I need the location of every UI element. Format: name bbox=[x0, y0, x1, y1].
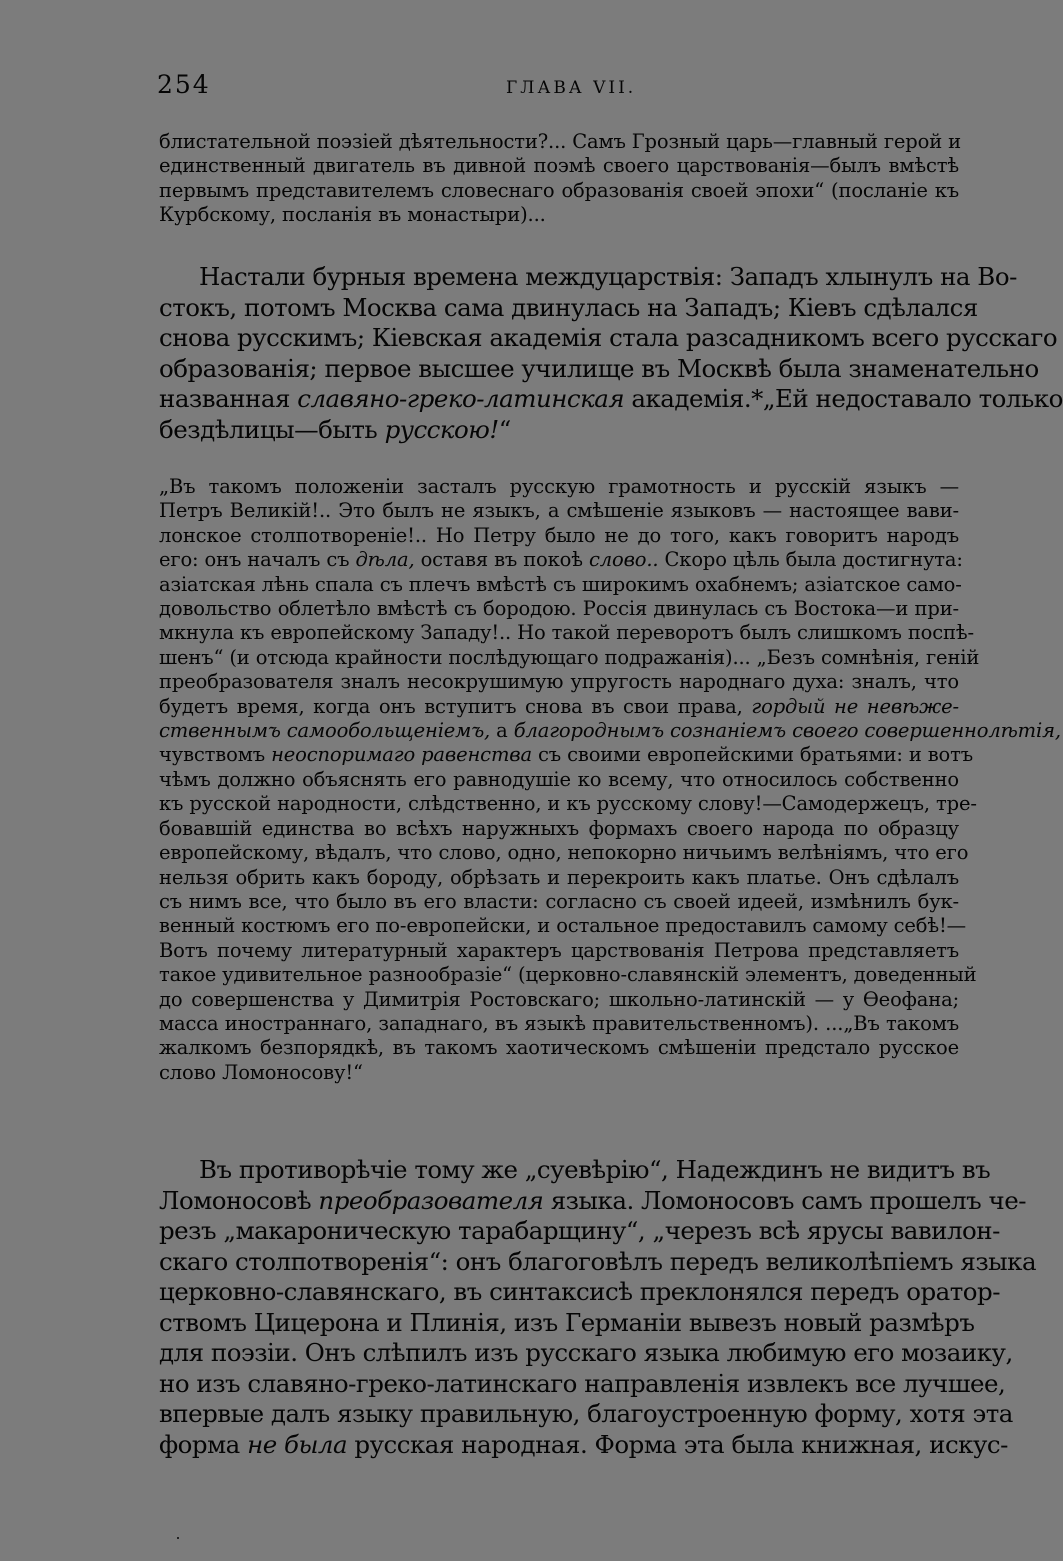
italic-phrase: не была bbox=[247, 1429, 348, 1459]
text-line: первымъ представителемъ словеснаго образованія своей эпохи“ (посланіе къ bbox=[159, 178, 959, 202]
text-segment: а bbox=[496, 719, 508, 743]
text-segment: Ломоносовѣ bbox=[159, 1185, 312, 1215]
text-line: резъ „макароническую тарабарщину“, „черезъ всѣ ярусы вавилон- bbox=[159, 1216, 1000, 1245]
text-line: образованія; первое высшее училище въ Москвѣ была знаменательно bbox=[159, 353, 1039, 383]
text-line: Настали бурныя времена междуцарствія: Западъ хлынулъ на Во- bbox=[199, 262, 1017, 291]
italic-phrase: неоспоримаго равенства bbox=[271, 743, 532, 767]
text-line: къ русской народности, слѣдственно, и къ русскому слову!—Самодержецъ, тре- bbox=[159, 792, 977, 816]
quote-paragraph-2 bbox=[159, 475, 1061, 1085]
text-line: „Въ такомъ положеніи засталъ русскую грамотность и русскій языкъ — bbox=[159, 475, 959, 498]
text-line: съ нимъ все, что было въ его власти: согласно съ своей идеей, измѣнилъ бук- bbox=[159, 889, 959, 913]
text-line: шенъ“ (и отсюда крайности послѣдующаго подражанія)... „Безъ сомнѣнія, геній bbox=[159, 645, 980, 669]
text-line: лонское столпотвореніе!.. Но Петру было не до того, какъ говоритъ народъ bbox=[159, 523, 959, 547]
text-line bbox=[159, 548, 963, 572]
italic-phrase: славяно-греко-латинская bbox=[297, 384, 625, 413]
text-line: скаго столпотворенія“: онъ благоговѣлъ передъ великолѣпіемъ языка bbox=[159, 1246, 1037, 1276]
page-number: 254 bbox=[157, 70, 211, 99]
text-segment: будетъ время, когда онъ вступитъ снова въ свои права, bbox=[159, 694, 743, 718]
text-line: ствомъ Цицерона и Плинія, изъ Германіи вывезъ новый размѣръ bbox=[159, 1307, 975, 1337]
text-line bbox=[159, 384, 1063, 415]
text-line: но изъ славяно-греко-латинскаго направленія извлекъ все лучшее, bbox=[159, 1368, 1006, 1398]
italic-phrase: благороднымъ сознаніемъ своего совершеннолѣтія, bbox=[513, 719, 1061, 743]
text-line: преобразователя зналъ несокрушимую упругость народнаго духа: зналъ, что bbox=[159, 670, 959, 694]
text-segment: бездѣлицы—быть bbox=[159, 414, 378, 444]
text-line: довольство облетѣло вмѣстѣ съ бородою. Россія двинулась съ Востока—и при- bbox=[159, 597, 959, 621]
text-line bbox=[159, 415, 959, 446]
italic-phrase: гордый не невѣже- bbox=[751, 694, 959, 718]
page-header bbox=[157, 70, 957, 106]
text-segment: названная bbox=[159, 384, 290, 413]
text-segment: Скоро цѣль была достигнута: bbox=[664, 548, 963, 572]
text-segment: академія.*„Ей недоставало только bbox=[631, 384, 1063, 413]
text-line: впервые далъ языку правильную, благоустроенную форму, хотя эта bbox=[159, 1399, 1013, 1428]
text-line: Петръ Великій!.. Это былъ не языкъ, а смѣшеніе языковъ — настоящее вави- bbox=[159, 499, 959, 523]
text-line: бовавшій единства во всѣхъ наружныхъ формахъ своего народа по образцу bbox=[159, 816, 959, 840]
text-line: церковно-славянскаго, въ синтаксисѣ преклонялся передъ оратор- bbox=[159, 1277, 1001, 1306]
text-line bbox=[159, 743, 974, 767]
body-paragraph-1 bbox=[159, 262, 1063, 445]
text-line: Вотъ почему литературный характеръ царствованія Петрова представляетъ bbox=[159, 938, 959, 962]
text-line: стокъ, потомъ Москва сама двинулась на Западъ; Кіевъ сдѣлался bbox=[159, 292, 978, 322]
text-segment: форма bbox=[159, 1429, 240, 1459]
text-line: венный костюмъ его по-европейски, и остальное предоставилъ самому себѣ!— bbox=[159, 914, 967, 938]
italic-phrase: дѣла, bbox=[355, 548, 415, 572]
text-line: единственный двигатель въ дивной поэмѣ своего царствованія—былъ вмѣстѣ bbox=[159, 154, 959, 178]
running-head: ГЛАВА VII. bbox=[506, 78, 637, 98]
text-line bbox=[159, 695, 959, 719]
text-line: Въ противорѣчіе тому же „суевѣрію“, Надеждинъ не видитъ въ bbox=[199, 1155, 991, 1184]
italic-phrase: преобразователя bbox=[318, 1185, 544, 1215]
italic-phrase: слово.. bbox=[588, 548, 659, 572]
text-line: слово Ломоносову!“ bbox=[159, 1060, 363, 1084]
text-segment: оставя въ покоѣ bbox=[420, 548, 583, 572]
text-line bbox=[159, 719, 1061, 743]
text-segment: съ своими европейскими братьями: и вотъ bbox=[538, 743, 974, 767]
text-line: Курбскому, посланія въ монастыри)... bbox=[159, 203, 546, 227]
text-line: жалкомъ безпорядкѣ, въ такомъ хаотическомъ смѣшеніи предстало русское bbox=[159, 1036, 959, 1060]
quote-paragraph-1 bbox=[159, 130, 959, 228]
text-line: снова русскимъ; Кіевская академія стала разсадникомъ всего русскаго bbox=[159, 323, 1058, 352]
text-line: для поэзіи. Онъ слѣпилъ изъ русскаго языка любимую его мозаику, bbox=[159, 1338, 1013, 1367]
text-segment: “ bbox=[498, 414, 511, 444]
text-line: нельзя обрить какъ бороду, обрѣзать и перекроить какъ платье. Онъ сдѣлалъ bbox=[159, 865, 959, 889]
text-line: европейскому, вѣдалъ, что слово, одно, непокорно ничьимъ велѣніямъ, что его bbox=[159, 841, 969, 865]
text-line: такое удивительное разнообразіе“ (церковно-славянскій элементъ, доведенный bbox=[159, 963, 977, 987]
text-line: масса иностраннаго, западнаго, въ языкѣ правительственномъ). ...„Въ такомъ bbox=[159, 1011, 959, 1035]
italic-phrase: ственнымъ самообольщеніемъ, bbox=[159, 719, 491, 743]
text-segment: языка. Ломоносовъ самъ прошелъ че- bbox=[550, 1185, 1026, 1215]
text-line: блистательной поэзіей дѣятельности?... Самъ Грозный царь—главный герой и bbox=[159, 130, 961, 153]
text-line: азіатская лѣнь спала съ плечъ вмѣстѣ съ широкимъ охабнемъ; азіатское само- bbox=[159, 572, 962, 596]
text-segment: его: онъ началъ съ bbox=[159, 548, 350, 572]
body-paragraph-2 bbox=[159, 1155, 1037, 1460]
text-segment: русская народная. Форма эта была книжная, искус- bbox=[354, 1429, 1008, 1459]
text-segment: чувствомъ bbox=[159, 743, 265, 767]
text-line bbox=[159, 1185, 1026, 1217]
italic-phrase: русскою! bbox=[384, 414, 499, 444]
text-line: мкнула къ европейскому Западу!.. Но такой переворотъ былъ слишкомъ поспѣ- bbox=[159, 621, 974, 645]
text-line: чѣмъ должно объяснять его равнодушіе ко всему, что относилось собственно bbox=[159, 767, 959, 791]
text-line: до совершенства у Димитрія Ростовскаго; школьно-латинскій — у Ѳеофана; bbox=[159, 987, 959, 1011]
scan-dot bbox=[177, 1537, 179, 1539]
text-line bbox=[159, 1429, 1008, 1461]
